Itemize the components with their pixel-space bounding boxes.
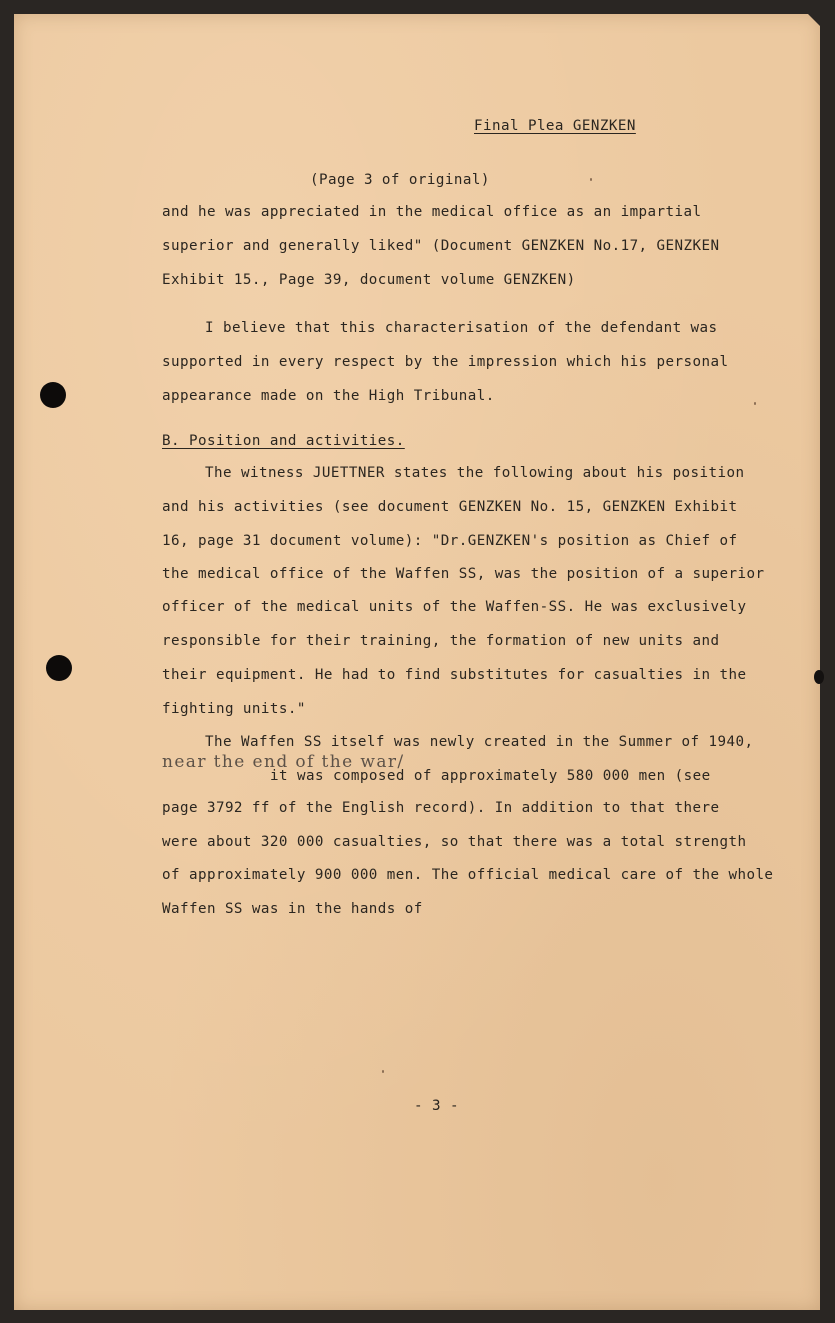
edge-mark <box>814 670 824 684</box>
section-paragraph-1-line-3: 16, page 31 document volume): "Dr.GENZKEN's position as Chief of <box>162 533 738 549</box>
paragraph-1-line-3: Exhibit 15., Page 39, document volume GENZKEN) <box>162 272 576 288</box>
section-heading: B. Position and activities. <box>162 433 405 449</box>
page-number: - 3 - <box>414 1098 459 1114</box>
folded-corner <box>806 12 822 28</box>
document-page <box>14 14 820 1310</box>
section-paragraph-1-line-8: fighting units." <box>162 701 306 717</box>
section-paragraph-2-line-1: The Waffen SS itself was newly created in the Summer of 1940, <box>205 734 754 750</box>
handwritten-insert: near the end of the war/ <box>162 752 405 772</box>
paragraph-1-line-2: superior and generally liked" (Document GENZKEN No.17, GENZKEN <box>162 238 720 254</box>
section-paragraph-1-line-6: responsible for their training, the formation of new units and <box>162 633 720 649</box>
section-paragraph-1-line-4: the medical office of the Waffen SS, was the position of a superior <box>162 566 765 582</box>
paper-speck <box>590 178 592 181</box>
paper-speck <box>754 402 756 405</box>
document-title: Final Plea GENZKEN <box>474 118 636 134</box>
section-paragraph-1-line-2: and his activities (see document GENZKEN No. 15, GENZKEN Exhibit <box>162 499 738 515</box>
section-paragraph-2-line-2: it was composed of approximately 580 000 men (see <box>270 768 711 784</box>
section-paragraph-1-line-7: their equipment. He had to find substitutes for casualties in the <box>162 667 747 683</box>
section-paragraph-2-line-6: Waffen SS was in the hands of <box>162 901 423 917</box>
paragraph-1-line-1: and he was appreciated in the medical office as an impartial <box>162 204 702 220</box>
paragraph-2-line-1: I believe that this characterisation of the defendant was <box>205 320 718 336</box>
punch-hole-upper <box>40 382 66 408</box>
section-paragraph-2-line-4: were about 320 000 casualties, so that there was a total strength <box>162 834 747 850</box>
section-paragraph-1-line-1: The witness JUETTNER states the following about his position <box>205 465 745 481</box>
page-reference: (Page 3 of original) <box>310 172 490 188</box>
section-paragraph-2-line-3: page 3792 ff of the English record). In addition to that there <box>162 800 720 816</box>
paragraph-2-line-2: supported in every respect by the impression which his personal <box>162 354 729 370</box>
section-paragraph-2-line-5: of approximately 900 000 men. The official medical care of the whole <box>162 867 774 883</box>
section-paragraph-1-line-5: officer of the medical units of the Waffen-SS. He was exclusively <box>162 599 747 615</box>
punch-hole-lower <box>46 655 72 681</box>
paper-speck <box>382 1070 384 1073</box>
paragraph-2-line-3: appearance made on the High Tribunal. <box>162 388 495 404</box>
